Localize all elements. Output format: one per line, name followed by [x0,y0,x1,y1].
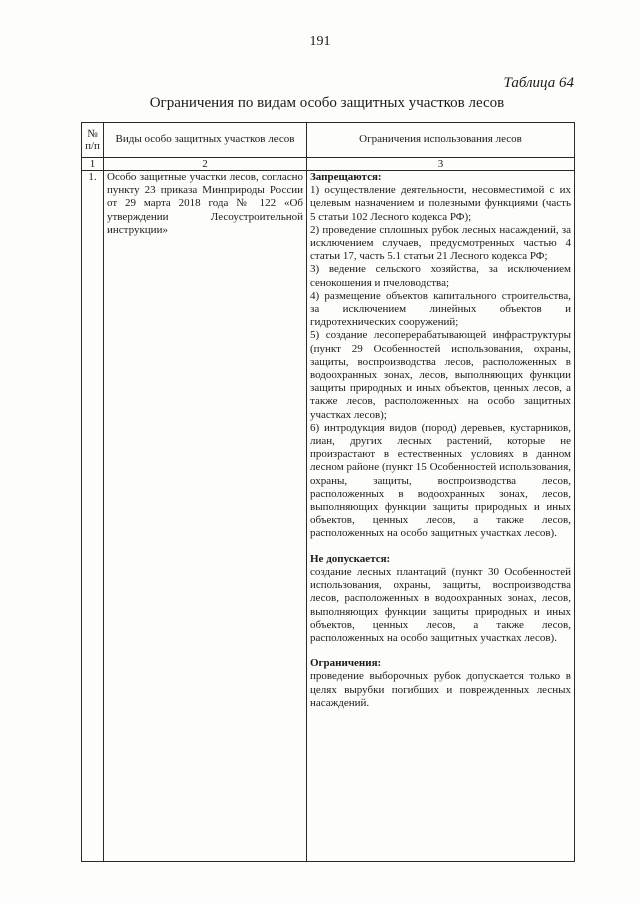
restrictions-heading: Ограничения: [310,657,382,670]
restrictions-text: проведение выборочных рубок допускается только в целях вырубки погибших и поврежденных лесных насаждений. [310,670,571,709]
prohibited-item: 2) проведение сплошных рубок лесных насаждений, за исключением случаев, предусмотренных частью 4 статьи 17, часть 5.1 статьи 21 Лесного кодекса РФ; [310,223,571,263]
table-row [82,171,575,862]
row-kind: Особо защитные участки лесов, согласно пункту 23 приказа Минприроды России от 29 марта 2018 года № 122 «Об утверждении Лесоустроительной инструкции» [104,171,307,862]
row-limits [307,171,575,862]
restrictions-table [81,122,575,862]
table-caption: Таблица 64 [503,75,574,91]
row-number: 1. [82,171,104,862]
prohibited-item: 6) интродукция видов (пород) деревьев, кустарников, лиан, других лесных растений, которые не произрастают в естественных условиях в данном лесном районе (пункт 15 Особенностей использования, охраны, защиты, воспроизводства лесов, расположенных в водоохранных зонах, лесов, выполняющих функции защиты природных и иных объектов, ценных лесов, а также лесов, расположенных на особо защитных участках лесов). [310,421,571,540]
prohibited-item: 3) ведение сельского хозяйства, за исключением сенокошения и пчеловодства; [310,263,571,289]
column-index-1: 1 [82,158,104,171]
prohibited-heading: Запрещаются: [310,171,382,183]
header-kind: Виды особо защитных участков лесов [104,123,307,158]
not-allowed-text: создание лесных плантаций (пункт 30 Особенностей использования, охраны, защиты, воспроизводства лесов, расположенных в водоохранных зонах, лесов, выполняющих функции защиты природных и иных объектов, ценных лесов, а также лесов, расположенных на особо защитных участках лесов). [310,565,571,644]
not-allowed-heading: Не допускается: [310,552,391,565]
table-header-row [82,123,575,158]
header-num-line1: № [87,128,98,140]
prohibited-item: 1) осуществление деятельности, несовместимой с их целевым назначением и полезными функциями (часть 5 статьи 102 Лесного кодекса РФ); [310,184,571,223]
header-num-line2: п/п [85,140,100,152]
column-index-2: 2 [104,158,307,171]
header-limits: Ограничения использования лесов [307,123,575,158]
column-index-row [82,158,575,171]
document-title: Ограничения по видам особо защитных участков лесов [149,95,505,111]
prohibited-item: 5) создание лесоперерабатывающей инфраструктуры (пункт 29 Особенностей использования, охраны, защиты, воспроизводства лесов, расположенных в водоохранных зонах, лесов, выполняющих функции защиты природных и иных объектов, ценных лесов, а также лесов, расположенных на особо защитных участках лесов); [310,329,571,421]
column-index-3: 3 [307,158,575,171]
prohibited-item: 4) размещение объектов капитального строительства, за исключением линейных объектов и гидротехнических сооружений; [310,289,571,329]
header-num [82,123,104,158]
page-number: 191 [309,34,331,49]
